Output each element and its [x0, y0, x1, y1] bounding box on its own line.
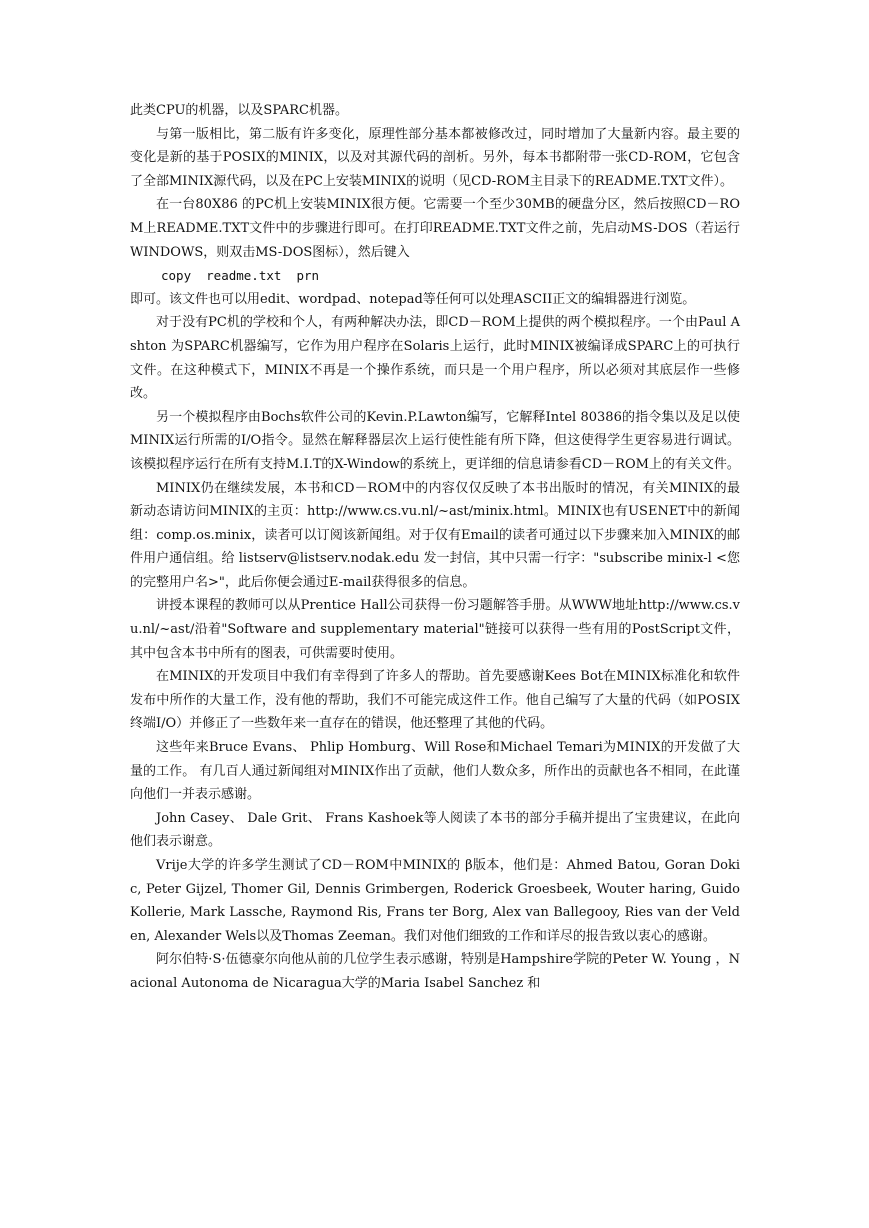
paragraph-second-edition: 与第一版相比，第二版有许多变化，原理性部分基本都被修改过，同时增加了大量新内容。最主要的变化是新的基于POSIX的MINIX，以及对其源代码的剖析。另外，每本书都附带一张CD-ROM，它包含了全部MINIX源代码，以及在PC上安装MINIX的说明（见CD-ROM主目录下的README.TXT文件）。 — [130, 126, 740, 189]
paragraph-simulator-sparc: 对于没有PC机的学校和个人，有两种解决办法，即CD－ROM上提供的两个模拟程序。一个由Paul Ashton 为SPARC机器编写，它作为用户程序在Solaris上运行，此时MINIX被编译成SPARC上的可执行文件。在这种模式下，MINIX不再是一个操作系统，而只是一个用户程序，所以必须对其底层作一些修改。 — [130, 315, 740, 402]
paragraph-simulator-bochs: 另一个模拟程序由Bochs软件公司的Kevin.P.Lawton编写，它解释Intel 80386的指令集以及足以使MINIX运行所需的I/O指令。显然在解释器层次上运行使性能有所下降，但这使得学生更容易进行调试。该模拟程序运行在所有支持M.I.T的X-Window的系统上，更详细的信息请参看CD－ROM上的有关文件。 — [130, 409, 740, 472]
paragraph-thanks-contributors: 这些年来Bruce Evans、 Phlip Homburg、Will Rose和Michael Temari为MINIX的开发做了大量的工作。 有几百人通过新闻组对MINIX作出了贡献，他们人数众多，所作出的贡献也各不相同，在此谨向他们一并表示感谢。 — [130, 740, 740, 803]
paragraph-instructor: 讲授本课程的教师可以从Prentice Hall公司获得一份习题解答手册。从WWW地址http://www.cs.vu.nl/~ast/沿着"Software and supplementary material"链接可以获得一些有用的PostScript文件，其中包含本书中所有的图表，可供需要时使用。 — [130, 598, 740, 661]
paragraph-thanks-reviewers: John Casey、 Dale Grit、 Frans Kashoek等人阅读了本书的部分手稿并提出了宝贵建议，在此向他们表示谢意。 — [130, 810, 740, 850]
paragraph-continuation: 此类CPU的机器，以及SPARC机器。 — [130, 103, 349, 118]
paragraph-thanks-kees-bot: 在MINIX的开发项目中我们有幸得到了许多人的帮助。首先要感谢Kees Bot在MINIX标准化和软件发布中所作的大量工作，没有他的帮助，我们不可能完成这件工作。他自己编写了大量的代码（如POSIX终端I/O）并修正了一些数年来一直存在的错误，他还整理了其他的代码。 — [130, 669, 740, 732]
paragraph-thanks-testers: Vrije大学的许多学生测试了CD－ROM中MINIX的 β版本，他们是：Ahmed Batou, Goran Dokic, Peter Gijzel, Thomer Gil, Dennis Grimbergen, Roderick Groesbeek, Wouter haring, Guido Kollerie, Mark Lassche, Raymond Ris, Frans ter Borg, Alex van Ballegooy, Ries van der Velden, Alexander Wels以及Thomas Zeeman。我们对他们细致的工作和详尽的报告致以衷心的感谢。 — [130, 858, 740, 944]
paragraph-install: 在一台80X86 的PC机上安装MINIX很方便。它需要一个至少30MB的硬盘分区，然后按照CD－ROM上README.TXT文件中的步骤进行即可。在打印README.TXT文件之前，先启动MS-DOS（若运行WINDOWS，则双击MS-DOS图标），然后键入 — [130, 197, 740, 260]
paragraph-minix-online: MINIX仍在继续发展，本书和CD－ROM中的内容仅仅反映了本书出版时的情况，有关MINIX的最新动态请访问MINIX的主页：http://www.cs.vu.nl/~ast/minix.html。MINIX也有USENET中的新闻组：comp.os.minix，读者可以订阅该新闻组。对于仅有Email的读者可通过以下步骤来加入MINIX的邮件用户通信组。给 listserv@listserv.nodak.edu 发一封信，其中只需一行字："subscribe minix-l <您的完整用户名>"，此后你便会通过E-mail获得很多的信息。 — [130, 480, 740, 590]
paragraph-thanks-students: 阿尔伯特·S·伍德豪尔向他从前的几位学生表示感谢，特别是Hampshire学院的Peter W. Young ，Nacional Autonoma de Nicaragua大学的Maria Isabel Sanchez 和 — [130, 952, 740, 991]
paragraph-install-continued: 即可。该文件也可以用edit、wordpad、notepad等任何可以处理ASCII正文的编辑器进行浏览。 — [130, 291, 696, 307]
document-body — [130, 99, 740, 996]
command-line: copy readme.txt prn — [161, 268, 320, 284]
